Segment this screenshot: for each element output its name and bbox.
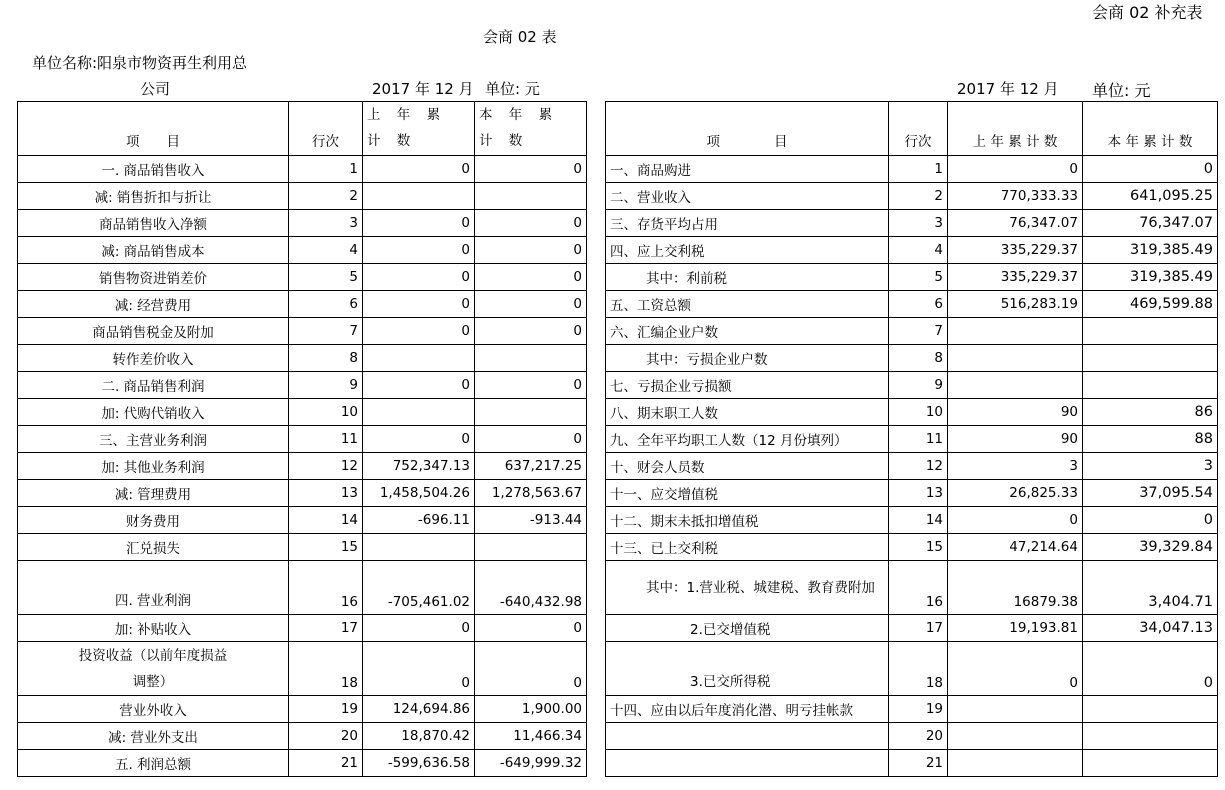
row-prev-year-value: 3: [948, 453, 1083, 480]
row-curr-year-value: 34,047.13: [1083, 615, 1218, 642]
row-curr-year-value: [1083, 318, 1218, 345]
row-prev-year-value: 0: [948, 156, 1083, 183]
col-header-item: 项 目: [606, 102, 889, 156]
row-line-number: 2: [889, 183, 948, 210]
row-prev-year-value: 770,333.33: [948, 183, 1083, 210]
table-row: [18, 156, 587, 183]
col-header-prev-year: 上 年 累 计 数: [948, 102, 1083, 156]
supplement-report-title: 会商 02 补充表: [1092, 3, 1203, 22]
row-prev-year-value: 0: [363, 156, 475, 183]
row-item-label: 汇兑损失: [18, 534, 289, 561]
row-curr-year-value: 469,599.88: [1083, 291, 1218, 318]
row-prev-year-value: 18,870.42: [363, 723, 475, 750]
row-line-number: 10: [889, 399, 948, 426]
table-row: [18, 453, 587, 480]
row-prev-year-value: 335,229.37: [948, 237, 1083, 264]
row-prev-year-value: [948, 345, 1083, 372]
row-line-number: 11: [889, 426, 948, 453]
table-row: [606, 264, 1218, 291]
table-row: [606, 318, 1218, 345]
row-prev-year-value: 0: [363, 264, 475, 291]
row-prev-year-value: 0: [948, 642, 1083, 696]
row-item-label: 商品销售收入净额: [18, 210, 289, 237]
row-curr-year-value: -640,432.98: [475, 561, 587, 615]
row-prev-year-value: 0: [363, 426, 475, 453]
table-row: [606, 372, 1218, 399]
table-row: [18, 264, 587, 291]
row-prev-year-value: [363, 399, 475, 426]
row-curr-year-value: 637,217.25: [475, 453, 587, 480]
table-row: [606, 534, 1218, 561]
row-line-number: 13: [289, 480, 363, 507]
table-row: [606, 561, 1218, 615]
row-item-label: 四、应上交利税: [606, 237, 889, 264]
row-prev-year-value: [363, 345, 475, 372]
row-curr-year-value: [1083, 723, 1218, 750]
col-header-line: 行次: [889, 102, 948, 156]
row-line-number: 20: [289, 723, 363, 750]
table-row: [18, 291, 587, 318]
row-line-number: 6: [289, 291, 363, 318]
row-curr-year-value: 0: [475, 237, 587, 264]
row-line-number: 12: [889, 453, 948, 480]
row-prev-year-value: [948, 696, 1083, 723]
table-row: [606, 642, 1218, 696]
table-row: [18, 399, 587, 426]
row-curr-year-value: 0: [475, 615, 587, 642]
table-row: [606, 210, 1218, 237]
table-row: [606, 237, 1218, 264]
row-line-number: 5: [289, 264, 363, 291]
row-prev-year-value: 26,825.33: [948, 480, 1083, 507]
row-item-label: [606, 723, 889, 750]
row-curr-year-value: 319,385.49: [1083, 264, 1218, 291]
row-line-number: 11: [289, 426, 363, 453]
row-line-number: 3: [289, 210, 363, 237]
row-item-label: 十二、期末未抵扣增值税: [606, 507, 889, 534]
row-item-label: 加: 补贴收入: [18, 615, 289, 642]
supplement-table: [605, 101, 1218, 777]
table-row: [18, 426, 587, 453]
table-row: [606, 615, 1218, 642]
row-item-label: 投资收益（以前年度损益调整）: [18, 642, 289, 696]
row-item-label: 2.已交增值税: [606, 615, 889, 642]
row-item-label: 商品销售税金及附加: [18, 318, 289, 345]
row-line-number: 16: [289, 561, 363, 615]
row-line-number: 19: [289, 696, 363, 723]
row-prev-year-value: -696.11: [363, 507, 475, 534]
row-item-label: 一、商品购进: [606, 156, 889, 183]
row-item-label: 财务费用: [18, 507, 289, 534]
row-item-label: 转作差价收入: [18, 345, 289, 372]
table-row: [606, 750, 1218, 777]
row-prev-year-value: -599,636.58: [363, 750, 475, 777]
row-prev-year-value: 0: [363, 372, 475, 399]
report-title: 会商 02 表: [483, 28, 557, 46]
row-line-number: 14: [289, 507, 363, 534]
row-curr-year-value: 0: [475, 291, 587, 318]
table-row: [18, 237, 587, 264]
row-curr-year-value: 641,095.25: [1083, 183, 1218, 210]
table-row: [18, 534, 587, 561]
table-row: [18, 183, 587, 210]
row-prev-year-value: 90: [948, 426, 1083, 453]
row-line-number: 21: [889, 750, 948, 777]
row-curr-year-value: 86: [1083, 399, 1218, 426]
table-row: [18, 507, 587, 534]
row-line-number: 3: [889, 210, 948, 237]
row-line-number: 4: [289, 237, 363, 264]
table-row: [606, 723, 1218, 750]
row-curr-year-value: [475, 345, 587, 372]
row-curr-year-value: 0: [475, 156, 587, 183]
row-line-number: 7: [289, 318, 363, 345]
unit-name-label: 单位名称:阳泉市物资再生利用总: [32, 54, 248, 72]
row-line-number: 18: [289, 642, 363, 696]
table-row: [606, 480, 1218, 507]
row-prev-year-value: [948, 750, 1083, 777]
row-curr-year-value: 0: [475, 372, 587, 399]
row-item-label: 四. 营业利润: [18, 561, 289, 615]
table-row: [606, 345, 1218, 372]
row-item-label: 减: 经营费用: [18, 291, 289, 318]
profit-statement-table: [17, 101, 587, 777]
row-prev-year-value: [363, 534, 475, 561]
row-line-number: 7: [889, 318, 948, 345]
currency-unit-left: 单位: 元: [485, 80, 540, 98]
table-row: [18, 750, 587, 777]
row-curr-year-value: [1083, 372, 1218, 399]
row-curr-year-value: -913.44: [475, 507, 587, 534]
row-line-number: 9: [889, 372, 948, 399]
table-row: [18, 696, 587, 723]
row-curr-year-value: 1,278,563.67: [475, 480, 587, 507]
row-curr-year-value: 0: [475, 264, 587, 291]
row-curr-year-value: 0: [1083, 156, 1218, 183]
report-date-right: 2017 年 12 月: [957, 80, 1059, 98]
row-item-label: 加: 其他业务利润: [18, 453, 289, 480]
row-prev-year-value: 0: [363, 642, 475, 696]
row-line-number: 18: [889, 642, 948, 696]
row-item-label: 其中：亏损企业户数: [606, 345, 889, 372]
row-curr-year-value: 0: [475, 426, 587, 453]
row-item-label: 销售物资进销差价: [18, 264, 289, 291]
row-curr-year-value: 0: [475, 210, 587, 237]
table-row: [18, 480, 587, 507]
row-item-label: 减: 营业外支出: [18, 723, 289, 750]
row-line-number: 15: [889, 534, 948, 561]
table-row: [606, 156, 1218, 183]
row-line-number: 12: [289, 453, 363, 480]
row-curr-year-value: [1083, 750, 1218, 777]
table-row: [606, 399, 1218, 426]
col-header-curr-year: 本 年 累 计 数: [475, 102, 587, 156]
row-prev-year-value: 1,458,504.26: [363, 480, 475, 507]
row-item-label: 减: 管理费用: [18, 480, 289, 507]
row-prev-year-value: 124,694.86: [363, 696, 475, 723]
table-row: [18, 318, 587, 345]
col-header-curr-year: 本 年 累 计 数: [1083, 102, 1218, 156]
row-item-label: 其中：利前税: [606, 264, 889, 291]
row-prev-year-value: 90: [948, 399, 1083, 426]
row-prev-year-value: 335,229.37: [948, 264, 1083, 291]
row-curr-year-value: 3,404.71: [1083, 561, 1218, 615]
table-row: [18, 642, 587, 696]
table-row: [18, 615, 587, 642]
row-item-label: 三、存货平均占用: [606, 210, 889, 237]
row-item-label: 减: 商品销售成本: [18, 237, 289, 264]
table-row: [18, 372, 587, 399]
row-item-label: 十四、应由以后年度消化潜、明亏挂帐款: [606, 696, 889, 723]
row-line-number: 21: [289, 750, 363, 777]
row-prev-year-value: 0: [363, 318, 475, 345]
row-item-label: 六、汇编企业户数: [606, 318, 889, 345]
row-line-number: 1: [889, 156, 948, 183]
row-item-label: 二、营业收入: [606, 183, 889, 210]
table-row: [18, 561, 587, 615]
row-item-label: 三、主营业务利润: [18, 426, 289, 453]
row-line-number: 5: [889, 264, 948, 291]
table-row: [18, 723, 587, 750]
row-item-label: 五、工资总额: [606, 291, 889, 318]
row-item-label: 十、财会人员数: [606, 453, 889, 480]
row-curr-year-value: 0: [1083, 507, 1218, 534]
row-item-label: 其中：1.营业税、城建税、教育费附加: [606, 561, 889, 615]
row-curr-year-value: 37,095.54: [1083, 480, 1218, 507]
row-curr-year-value: 0: [475, 318, 587, 345]
row-prev-year-value: 47,214.64: [948, 534, 1083, 561]
row-curr-year-value: [1083, 345, 1218, 372]
row-line-number: 20: [889, 723, 948, 750]
table-row: [606, 426, 1218, 453]
row-curr-year-value: 3: [1083, 453, 1218, 480]
row-prev-year-value: [948, 372, 1083, 399]
row-curr-year-value: 0: [475, 642, 587, 696]
row-item-label: 十一、应交增值税: [606, 480, 889, 507]
row-prev-year-value: -705,461.02: [363, 561, 475, 615]
row-curr-year-value: [475, 399, 587, 426]
col-header-prev-year: 上 年 累 计 数: [363, 102, 475, 156]
row-line-number: 15: [289, 534, 363, 561]
row-prev-year-value: 752,347.13: [363, 453, 475, 480]
row-line-number: 8: [289, 345, 363, 372]
row-item-label: 一. 商品销售收入: [18, 156, 289, 183]
row-line-number: 17: [289, 615, 363, 642]
row-item-label: 十三、已上交利税: [606, 534, 889, 561]
row-curr-year-value: 76,347.07: [1083, 210, 1218, 237]
row-curr-year-value: [1083, 696, 1218, 723]
row-prev-year-value: 0: [363, 615, 475, 642]
row-line-number: 9: [289, 372, 363, 399]
row-line-number: 19: [889, 696, 948, 723]
row-item-label: 七、亏损企业亏损额: [606, 372, 889, 399]
table-row: [606, 453, 1218, 480]
unit-name-label-cont: 公司: [140, 80, 171, 98]
row-curr-year-value: 88: [1083, 426, 1218, 453]
row-curr-year-value: [475, 534, 587, 561]
row-curr-year-value: 319,385.49: [1083, 237, 1218, 264]
row-prev-year-value: 0: [363, 210, 475, 237]
row-item-label: 九、全年平均职工人数（12 月份填列）: [606, 426, 889, 453]
row-prev-year-value: 0: [948, 507, 1083, 534]
row-prev-year-value: [948, 723, 1083, 750]
row-curr-year-value: 1,900.00: [475, 696, 587, 723]
table-row: [606, 183, 1218, 210]
row-prev-year-value: 0: [363, 291, 475, 318]
row-line-number: 6: [889, 291, 948, 318]
row-item-label: 加: 代购代销收入: [18, 399, 289, 426]
table-row: [606, 696, 1218, 723]
table-row: [18, 345, 587, 372]
row-item-label: 减: 销售折扣与折让: [18, 183, 289, 210]
table-row: [606, 291, 1218, 318]
row-line-number: 13: [889, 480, 948, 507]
row-prev-year-value: 516,283.19: [948, 291, 1083, 318]
row-prev-year-value: 16879.38: [948, 561, 1083, 615]
row-prev-year-value: 0: [363, 237, 475, 264]
currency-unit-right: 单位: 元: [1092, 81, 1151, 100]
row-item-label: 五. 利润总额: [18, 750, 289, 777]
row-line-number: 17: [889, 615, 948, 642]
row-item-label: 营业外收入: [18, 696, 289, 723]
row-line-number: 8: [889, 345, 948, 372]
table-row: [18, 210, 587, 237]
row-curr-year-value: -649,999.32: [475, 750, 587, 777]
row-curr-year-value: 11,466.34: [475, 723, 587, 750]
col-header-line: 行次: [289, 102, 363, 156]
row-curr-year-value: 0: [1083, 642, 1218, 696]
row-line-number: 14: [889, 507, 948, 534]
row-item-label: 3.已交所得税: [606, 642, 889, 696]
row-item-label: 八、期末职工人数: [606, 399, 889, 426]
row-prev-year-value: 76,347.07: [948, 210, 1083, 237]
row-prev-year-value: [363, 183, 475, 210]
row-line-number: 10: [289, 399, 363, 426]
row-line-number: 2: [289, 183, 363, 210]
row-prev-year-value: 19,193.81: [948, 615, 1083, 642]
row-curr-year-value: 39,329.84: [1083, 534, 1218, 561]
row-line-number: 16: [889, 561, 948, 615]
table-row: [606, 507, 1218, 534]
report-date-left: 2017 年 12 月: [372, 80, 474, 98]
row-line-number: 4: [889, 237, 948, 264]
row-item-label: 二. 商品销售利润: [18, 372, 289, 399]
col-header-item: 项 目: [18, 102, 289, 156]
row-line-number: 1: [289, 156, 363, 183]
row-curr-year-value: [475, 183, 587, 210]
row-item-label: [606, 750, 889, 777]
row-prev-year-value: [948, 318, 1083, 345]
